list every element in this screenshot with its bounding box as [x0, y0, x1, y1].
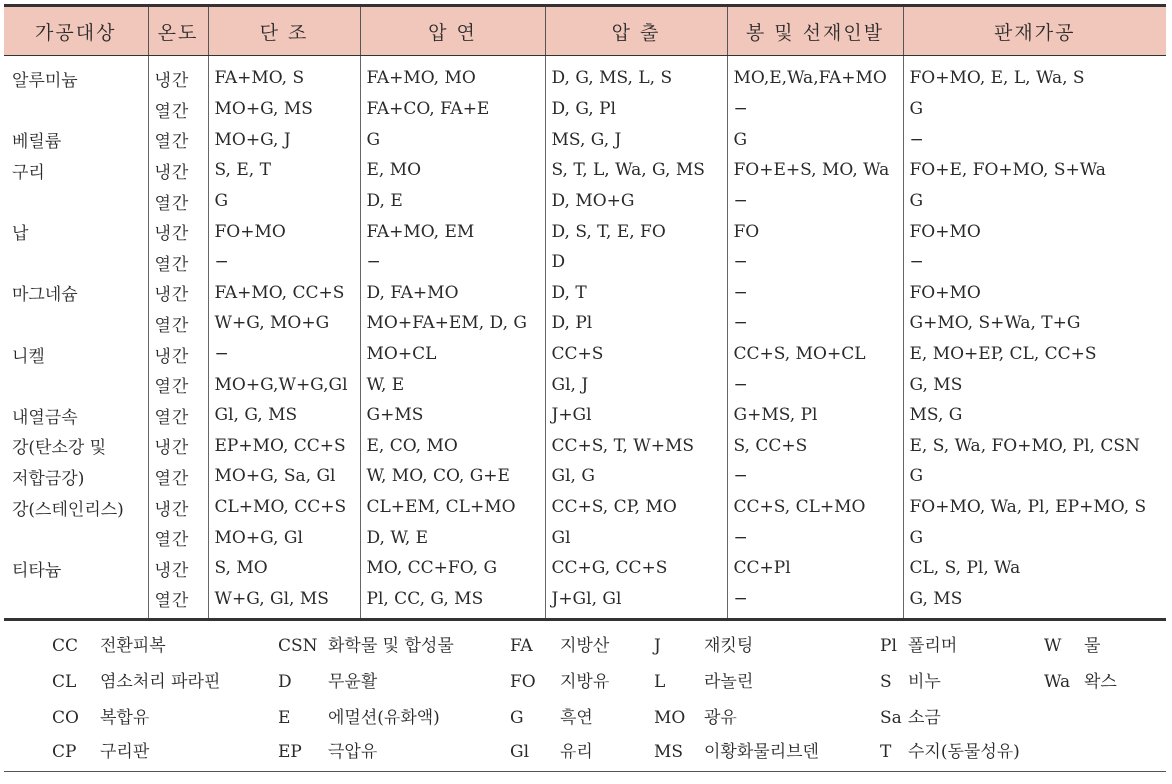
temperature-cell: 냉간	[148, 339, 208, 370]
legend-item	[510, 703, 593, 728]
table-row	[4, 492, 1166, 523]
lubricant-cell: CC+S, CL+MO	[727, 492, 903, 523]
lubricant-cell: G	[903, 186, 1166, 217]
lubricant-cell: E, MO	[360, 155, 545, 186]
material-cell	[4, 94, 148, 125]
lubricant-cell: D, T	[545, 278, 727, 309]
legend-description: 수지(동물성유)	[908, 742, 1020, 763]
material-cell: 강(탄소강 및	[12, 438, 107, 459]
legend-item	[880, 737, 1020, 762]
lubricant-cell: D, G, MS, L, S	[545, 56, 727, 95]
legend-description: 전환피복	[100, 636, 166, 657]
lubricant-cell: MO+G, J	[208, 125, 360, 156]
table-row	[4, 56, 1166, 95]
legend-item	[278, 667, 377, 692]
lubricant-cell: FO+MO, E, L, Wa, S	[903, 56, 1166, 95]
lubricant-cell: FO+MO	[903, 216, 1166, 247]
lubricant-cell: G+MO, S+Wa, T+G	[903, 308, 1166, 339]
legend-item	[52, 703, 149, 728]
legend-description: 지방산	[560, 636, 610, 657]
legend-code: CP	[52, 742, 77, 763]
legend-description: 지방유	[560, 672, 610, 693]
legend-code: FA	[510, 636, 533, 657]
table-row	[4, 247, 1166, 278]
lubricant-cell: −	[903, 247, 1166, 278]
material-cell: 구리	[12, 162, 45, 183]
legend-item	[654, 667, 753, 692]
lubricant-cell: S, E, T	[208, 155, 360, 186]
legend-description: 복합유	[100, 708, 150, 729]
lubricant-cell: FA+CO, FA+E	[360, 94, 545, 125]
lubricant-cell: −	[727, 278, 903, 309]
material-cell	[4, 247, 148, 278]
material-cell: 니켈	[12, 346, 45, 367]
lubricant-cell: W, E	[360, 369, 545, 400]
header-forging: 단 조	[208, 6, 360, 56]
legend-item	[510, 737, 593, 762]
lubricant-cell: MO+CL	[360, 339, 545, 370]
lubricant-cell: FA+MO, S	[208, 56, 360, 95]
legend-code: D	[278, 672, 292, 693]
legend-item	[510, 631, 609, 656]
legend-item	[1044, 631, 1100, 656]
temperature-cell: 열간	[148, 186, 208, 217]
lubricant-cell: CC+Pl	[727, 553, 903, 584]
legend-code: Gl	[510, 742, 530, 763]
header-drawing: 봉 및 선재인발	[727, 6, 903, 56]
lubricant-cell: S, MO	[208, 553, 360, 584]
legend-code: Wa	[1044, 672, 1071, 693]
temperature-cell: 열간	[148, 461, 208, 492]
temperature-cell: 냉간	[148, 492, 208, 523]
legend-item	[1044, 667, 1117, 692]
header-extrusion: 압 출	[545, 6, 727, 56]
table-row	[4, 522, 1166, 553]
lubricant-cell: D, S, T, E, FO	[545, 216, 727, 247]
lubricant-cell: G	[360, 125, 545, 156]
legend-description: 소금	[908, 708, 941, 729]
lubricant-cell: FO+MO	[903, 278, 1166, 309]
legend-code: FO	[510, 672, 536, 693]
lubricant-cell: S, CC+S	[727, 431, 903, 462]
legend-description: 흑연	[560, 708, 593, 729]
legend-code: Sa	[880, 708, 902, 729]
lubricant-cell: D, W, E	[360, 522, 545, 553]
temperature-cell: 냉간	[148, 278, 208, 309]
legend-description: 비누	[908, 672, 941, 693]
lubricant-cell: −	[727, 186, 903, 217]
temperature-cell: 냉간	[148, 553, 208, 584]
lubricant-cell: D, MO+G	[545, 186, 727, 217]
lubricant-cell: MO+FA+EM, D, G	[360, 308, 545, 339]
material-cell	[4, 186, 148, 217]
material-cell: 강(스테인리스)	[12, 499, 124, 520]
lubricant-cell: CC+S	[545, 339, 727, 370]
lubricant-cell: D, Pl	[545, 308, 727, 339]
legend-item	[654, 737, 819, 762]
legend-code: J	[654, 636, 661, 657]
lubricant-cell: J+Gl, Gl	[545, 584, 727, 620]
material-cell: 베릴륨	[12, 132, 62, 153]
lubricant-cell: FO+E+S, MO, Wa	[727, 155, 903, 186]
lubricant-cell: CL, S, Pl, Wa	[903, 553, 1166, 584]
lubricant-cell: FA+MO, MO	[360, 56, 545, 95]
table-header-row	[4, 6, 1166, 56]
legend-code: T	[880, 742, 892, 763]
temperature-cell: 냉간	[148, 431, 208, 462]
lubricant-cell: FO+E, FO+MO, S+Wa	[903, 155, 1166, 186]
material-cell: 저합금강)	[12, 468, 85, 489]
lubricant-cell: −	[727, 461, 903, 492]
header-rolling: 압 연	[360, 6, 545, 56]
legend-description: 광유	[704, 708, 737, 729]
lubricant-table	[4, 4, 1166, 621]
lubricant-cell: CC+S, CP, MO	[545, 492, 727, 523]
lubricant-cell: −	[903, 125, 1166, 156]
temperature-cell: 열간	[148, 522, 208, 553]
material-cell: 마그네슘	[12, 285, 78, 306]
material-cell	[4, 522, 148, 553]
legend-item	[654, 703, 737, 728]
legend-code: CL	[52, 672, 77, 693]
lubricant-cell: −	[727, 369, 903, 400]
table-row	[4, 461, 1166, 492]
legend-item	[880, 703, 941, 728]
table-row	[4, 400, 1166, 431]
lubricant-cell: G, MS	[903, 369, 1166, 400]
lubricant-cell: E, S, Wa, FO+MO, Pl, CSN	[903, 431, 1166, 462]
material-cell	[4, 369, 148, 400]
lubricant-cell: G, MS	[903, 584, 1166, 620]
lubricant-cell: MO+G, MS	[208, 94, 360, 125]
legend-code: E	[278, 708, 291, 729]
temperature-cell: 열간	[148, 584, 208, 620]
lubricant-cell: −	[727, 584, 903, 620]
lubricant-cell: CC+S, T, W+MS	[545, 431, 727, 462]
lubricant-cell: G	[903, 94, 1166, 125]
lubricant-cell: G	[208, 186, 360, 217]
legend-code: CSN	[278, 636, 318, 657]
lubricant-cell: −	[727, 247, 903, 278]
lubricant-cell: EP+MO, CC+S	[208, 431, 360, 462]
lubricant-cell: D, FA+MO	[360, 278, 545, 309]
legend-item	[278, 737, 377, 762]
lubricant-cell: D	[545, 247, 727, 278]
table-row	[4, 553, 1166, 584]
lubricant-cell: CC+G, CC+S	[545, 553, 727, 584]
table-row	[4, 339, 1166, 370]
temperature-cell: 냉간	[148, 56, 208, 95]
lubricant-cell: E, MO+EP, CL, CC+S	[903, 339, 1166, 370]
header-material: 가공대상	[4, 6, 148, 56]
legend-description: 무윤활	[328, 672, 378, 693]
temperature-cell: 냉간	[148, 155, 208, 186]
legend-description: 유리	[560, 742, 593, 763]
lubricant-cell: W, MO, CO, G+E	[360, 461, 545, 492]
table-row	[4, 278, 1166, 309]
legend-item	[52, 737, 149, 762]
abbreviation-legend	[4, 621, 1166, 772]
table-row	[4, 584, 1166, 620]
lubricant-cell: MO+G,W+G,Gl	[208, 369, 360, 400]
lubricant-cell: MO+G, Gl	[208, 522, 360, 553]
legend-description: 재킷팅	[704, 636, 754, 657]
material-cell: 알루미늄	[12, 70, 78, 91]
lubricant-cell: Gl, J	[545, 369, 727, 400]
lubricant-cell: Pl, CC, G, MS	[360, 584, 545, 620]
table-row	[4, 431, 1166, 462]
lubricant-cell: E, CO, MO	[360, 431, 545, 462]
legend-code: MS	[654, 742, 684, 763]
legend-item	[510, 667, 609, 692]
temperature-cell: 열간	[148, 94, 208, 125]
lubricant-cell: −	[360, 247, 545, 278]
lubricant-cell: −	[727, 522, 903, 553]
legend-description: 극압유	[328, 742, 378, 763]
legend-code: L	[654, 672, 666, 693]
lubricant-cell: MS, G, J	[545, 125, 727, 156]
material-cell: 티타늄	[12, 560, 62, 581]
table-row	[4, 369, 1166, 400]
lubricant-cell: FA+MO, EM	[360, 216, 545, 247]
legend-code: EP	[278, 742, 302, 763]
legend-item	[52, 667, 220, 692]
table-row	[4, 308, 1166, 339]
legend-description: 폴리머	[908, 636, 958, 657]
legend-description: 구리판	[100, 742, 150, 763]
temperature-cell: 열간	[148, 308, 208, 339]
table-row	[4, 125, 1166, 156]
temperature-cell: 열간	[148, 369, 208, 400]
lubricant-cell: FO+MO, Wa, Pl, EP+MO, S	[903, 492, 1166, 523]
temperature-cell: 냉간	[148, 216, 208, 247]
lubricant-cell: CL+EM, CL+MO	[360, 492, 545, 523]
lubricant-cell: −	[208, 339, 360, 370]
legend-code: CC	[52, 636, 79, 657]
lubricant-cell: CL+MO, CC+S	[208, 492, 360, 523]
lubricant-cell: CC+S, MO+CL	[727, 339, 903, 370]
lubricant-cell: G	[903, 461, 1166, 492]
legend-description: 에멀션(유화액)	[328, 708, 440, 729]
legend-code: G	[510, 708, 524, 729]
lubricant-cell: −	[727, 308, 903, 339]
legend-description: 화학물 및 합성물	[328, 636, 454, 657]
temperature-cell: 열간	[148, 400, 208, 431]
legend-code: Pl	[880, 636, 897, 657]
legend-item	[880, 667, 941, 692]
legend-description: 라놀린	[704, 672, 754, 693]
legend-code: S	[880, 672, 892, 693]
table-row	[4, 94, 1166, 125]
lubricant-cell: Gl	[545, 522, 727, 553]
lubricant-cell: D, E	[360, 186, 545, 217]
lubricant-cell: FO+MO	[208, 216, 360, 247]
table-row	[4, 216, 1166, 247]
lubricant-cell: FA+MO, CC+S	[208, 278, 360, 309]
lubricant-cell: G	[903, 522, 1166, 553]
lubricant-cell: G+MS	[360, 400, 545, 431]
legend-item	[52, 631, 166, 656]
legend-code: W	[1044, 636, 1062, 657]
legend-item	[880, 631, 957, 656]
lubricant-cell: MO,E,Wa,FA+MO	[727, 56, 903, 95]
lubricant-cell: W+G, Gl, MS	[208, 584, 360, 620]
lubricant-cell: MS, G	[903, 400, 1166, 431]
table-row	[4, 186, 1166, 217]
lubricant-cell: Gl, G	[545, 461, 727, 492]
material-cell: 납	[12, 224, 29, 245]
lubricant-cell: FO	[727, 216, 903, 247]
material-cell: 내열금속	[12, 407, 78, 428]
lubricant-cell: S, T, L, Wa, G, MS	[545, 155, 727, 186]
lubricant-cell: G	[727, 125, 903, 156]
lubricant-table-document	[4, 4, 1166, 772]
header-temperature: 온도	[148, 6, 208, 56]
legend-description: 이황화물리브덴	[704, 742, 819, 763]
lubricant-cell: MO, CC+FO, G	[360, 553, 545, 584]
legend-item	[654, 631, 753, 656]
legend-item	[278, 631, 454, 656]
temperature-cell: 열간	[148, 125, 208, 156]
lubricant-cell: Gl, G, MS	[208, 400, 360, 431]
legend-description: 물	[1084, 636, 1101, 657]
lubricant-cell: J+Gl	[545, 400, 727, 431]
legend-description: 염소처리 파라핀	[100, 672, 221, 693]
table-row	[4, 155, 1166, 186]
lubricant-cell: G+MS, Pl	[727, 400, 903, 431]
material-cell	[4, 308, 148, 339]
legend-description: 왁스	[1084, 672, 1117, 693]
legend-code: CO	[52, 708, 79, 729]
legend-item	[278, 703, 440, 728]
lubricant-cell: −	[727, 94, 903, 125]
legend-code: MO	[654, 708, 686, 729]
temperature-cell: 열간	[148, 247, 208, 278]
lubricant-cell: MO+G, Sa, Gl	[208, 461, 360, 492]
lubricant-cell: W+G, MO+G	[208, 308, 360, 339]
material-cell	[4, 584, 148, 620]
header-sheet-forming: 판재가공	[903, 6, 1166, 56]
lubricant-cell: −	[208, 247, 360, 278]
lubricant-cell: D, G, Pl	[545, 94, 727, 125]
